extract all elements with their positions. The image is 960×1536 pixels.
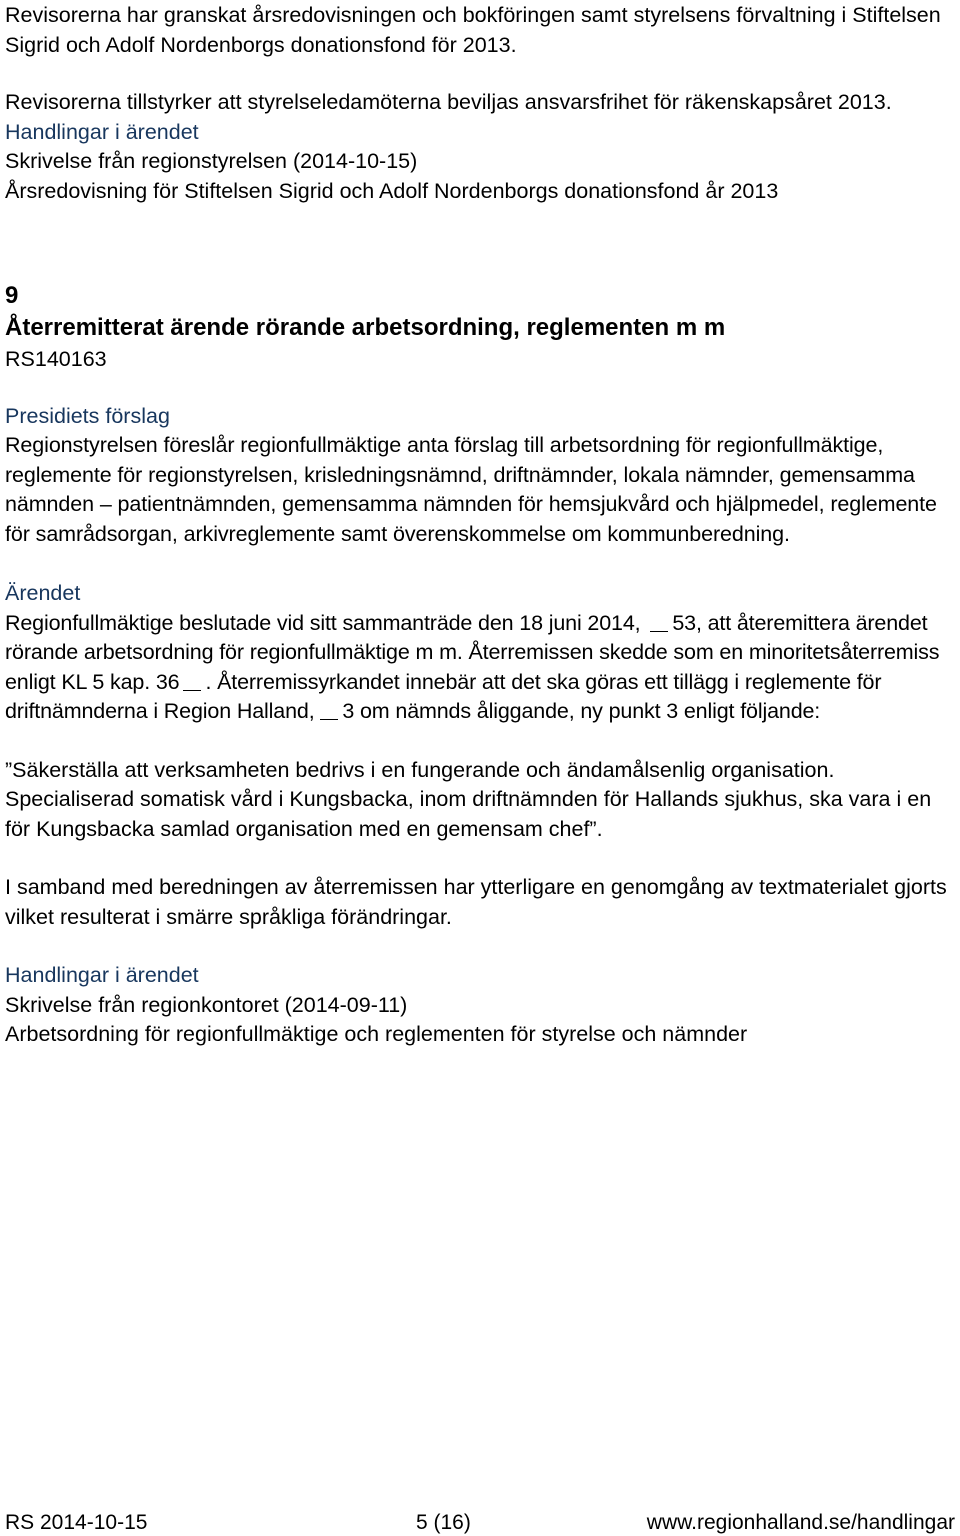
footer-url: www.regionhalland.se/handlingar bbox=[646, 1511, 955, 1534]
footer-date: RS 2014-10-15 bbox=[5, 1511, 148, 1534]
document-item: Årsredovisning för Stiftelsen Sigrid och Adolf Nordenborgs donationsfond år 2013 bbox=[5, 178, 779, 203]
matter-text-part: Regionfullmäktige beslutade vid sitt sammanträde den 18 juni 2014, bbox=[5, 610, 641, 635]
reference-number: RS140163 bbox=[5, 347, 107, 371]
paragraph-sign-icon bbox=[650, 615, 668, 632]
page-footer bbox=[5, 1510, 955, 1536]
matter-text-part: 3 om nämnds åliggande, ny punkt 3 enligt följande: bbox=[342, 699, 821, 723]
paragraph-sign-icon bbox=[183, 674, 201, 691]
document-page bbox=[5, 0, 955, 1050]
document-item: Skrivelse från regionkontoret (2014-09-11) bbox=[5, 992, 408, 1017]
matter-text bbox=[5, 609, 955, 727]
document-item: Arbetsordning för regionfullmäktige och reglementen för styrelse och nämnder bbox=[5, 1022, 748, 1046]
document-item: Skrivelse från regionstyrelsen (2014-10-15) bbox=[5, 149, 418, 173]
audit-review-paragraph: Revisorerna har granskat årsredovisningen och bokföringen samt styrelsens förvaltning i Stiftelsen Sigrid och Adolf Nordenborgs donationsfond för 2013. bbox=[5, 3, 941, 57]
proposal-text: Regionstyrelsen föreslår regionfullmäktige anta förslag till arbetsordning för regionfullmäktige, reglemente för regionstyrelsen, krisledningsnämnd, driftnämnder, lokala nämnder, gemensamma nämnden – patientnämnden, gemensamma nämnden för hemsjukvård och hjälpmedel, reglemente för samrådsorgan, arkivreglemente samt överenskommelse om kommunberedning. bbox=[5, 433, 937, 546]
documents-heading: Handlingar i ärendet bbox=[5, 963, 199, 987]
matter-heading: Ärendet bbox=[5, 581, 81, 605]
agenda-item-title: Återremitterat ärende rörande arbetsordning, reglementen m m bbox=[5, 314, 726, 341]
quoted-amendment: ”Säkerställa att verksamheten bedrivs i en fungerande och ändamålsenlig organisation. Specialiserad somatisk vård i Kungsbacka, inom driftnämnden för Hallands sjukhus, ska vara i en för Kungsbacka samlad organisation med en gemensam chef”. bbox=[5, 757, 932, 841]
matter-text-part: . Återremissyrkandet innebär att det ska göras ett tillägg i reglemente för driftnämnderna i Region Halland, bbox=[5, 669, 882, 723]
documents-heading: Handlingar i ärendet bbox=[5, 119, 199, 144]
paragraph-sign-icon bbox=[320, 703, 338, 720]
agenda-item-number: 9 bbox=[5, 282, 19, 309]
matter-text-part: 53, att återemittera ärendet rörande arbetsordning för regionfullmäktige m m. Återremissen skedde som en minoritetsåterremiss enligt KL 5 kap. 36 bbox=[5, 610, 940, 694]
proposal-heading: Presidiets förslag bbox=[5, 403, 170, 428]
footer-page-number: 5 (16) bbox=[416, 1511, 471, 1534]
audit-recommendation-paragraph: Revisorerna tillstyrker att styrelseledamöterna beviljas ansvarsfrihet för räkenskapsåret 2013. bbox=[5, 90, 892, 114]
preparation-note: I samband med beredningen av återremissen har ytterligare en genomgång av textmaterialet gjorts vilket resulterat i smärre språkliga förändringar. bbox=[5, 875, 947, 929]
